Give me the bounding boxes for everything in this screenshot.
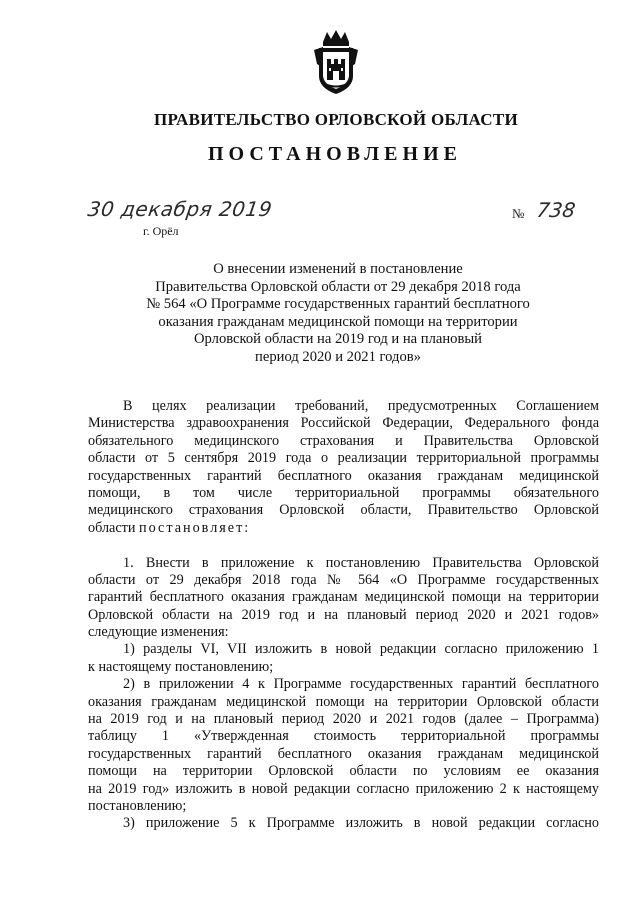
- coat-of-arms-icon: [311, 28, 361, 96]
- subitem1-line: 1) разделы VI, VII изложить в новой редакции согласно приложению 1: [123, 641, 599, 658]
- subject-line: период 2020 и 2021 годов»: [255, 348, 421, 365]
- subject-line: № 564 «О Программе государственных гарантий бесплатного: [146, 296, 530, 313]
- subject-line: оказания гражданам медицинской помощи на территории: [158, 313, 518, 330]
- item1-line: области от 29 декабря 2018 года № 564 «О Программе государственных: [88, 571, 599, 588]
- subitem2-line: 2) в приложении 4 к Программе государственных гарантий бесплатного: [123, 676, 599, 693]
- preamble-line: государственных гарантий бесплатного оказания гражданам медицинской: [88, 467, 599, 484]
- preamble-line: медицинского страхования Орловской области, Правительство Орловской: [88, 502, 599, 519]
- item1-line: 1. Внести в приложение к постановлению Правительства Орловской: [123, 554, 599, 571]
- preamble-final-line: [88, 520, 599, 537]
- document-type-title: ПОСТАНОВЛЕНИЕ: [208, 143, 462, 165]
- preamble-line: Министерства здравоохранения Российской Федерации, Федерального фонда: [88, 415, 599, 432]
- preamble-line: В целях реализации требований, предусмотренных Соглашением: [123, 398, 599, 414]
- subitem2-line: на 2019 год» изложить в новой редакции согласно приложению 2 к настоящему: [88, 780, 599, 797]
- subject-line: Орловской области на 2019 год и на плановый: [194, 331, 482, 348]
- preamble-line: помощи, в том числе территориальной программы обязательного: [88, 484, 599, 501]
- item1-line: гарантий бесплатного оказания гражданам медицинской помощи на территории: [88, 589, 599, 606]
- document-subject: [130, 261, 546, 367]
- handwritten-number: 738: [535, 198, 577, 222]
- city-label: г. Орёл: [143, 224, 179, 238]
- resolution-word: постановляет:: [138, 519, 251, 536]
- subitem2-line: таблицу 1 «Утвержденная стоимость территориальной программы: [88, 728, 599, 745]
- subitem2-line: постановлению;: [88, 797, 187, 814]
- preamble-line: обязательного медицинского страхования и Правительства Орловской: [88, 432, 599, 449]
- subject-line: О внесении изменений в постановление: [213, 261, 463, 277]
- number-sign: №: [512, 206, 525, 221]
- subitem2-line: на 2019 год и на плановый период 2020 и 2021 годов (далее – Программа): [88, 711, 599, 728]
- subitem2-line: помощи на территории Орловской области по условиям ее оказания: [88, 763, 599, 780]
- subitem3-line: 3) приложение 5 к Программе изложить в новой редакции согласно: [123, 815, 599, 832]
- subject-line: Правительства Орловской области от 29 декабря 2018 года: [155, 278, 521, 295]
- preamble-line: области от 5 сентября 2019 года о реализации территориальной программы: [88, 450, 599, 467]
- item1-line: Орловской области на 2019 год и на плановый период 2020 и 2021 годов»: [88, 606, 599, 623]
- subitem2-line: оказания гражданам медицинской помощи на территории Орловской области: [88, 693, 599, 710]
- handwritten-date: 30 декабря 2019: [86, 197, 274, 221]
- government-title: ПРАВИТЕЛЬСТВО ОРЛОВСКОЙ ОБЛАСТИ: [153, 110, 519, 129]
- item1-line: следующие изменения:: [88, 624, 229, 641]
- subitem2-line: государственных гарантий бесплатного оказания гражданам медицинской: [88, 745, 599, 762]
- document-body: [88, 398, 599, 833]
- preamble-final-prefix: области: [88, 519, 139, 536]
- subitem1-line: к настоящему постановлению;: [88, 658, 274, 675]
